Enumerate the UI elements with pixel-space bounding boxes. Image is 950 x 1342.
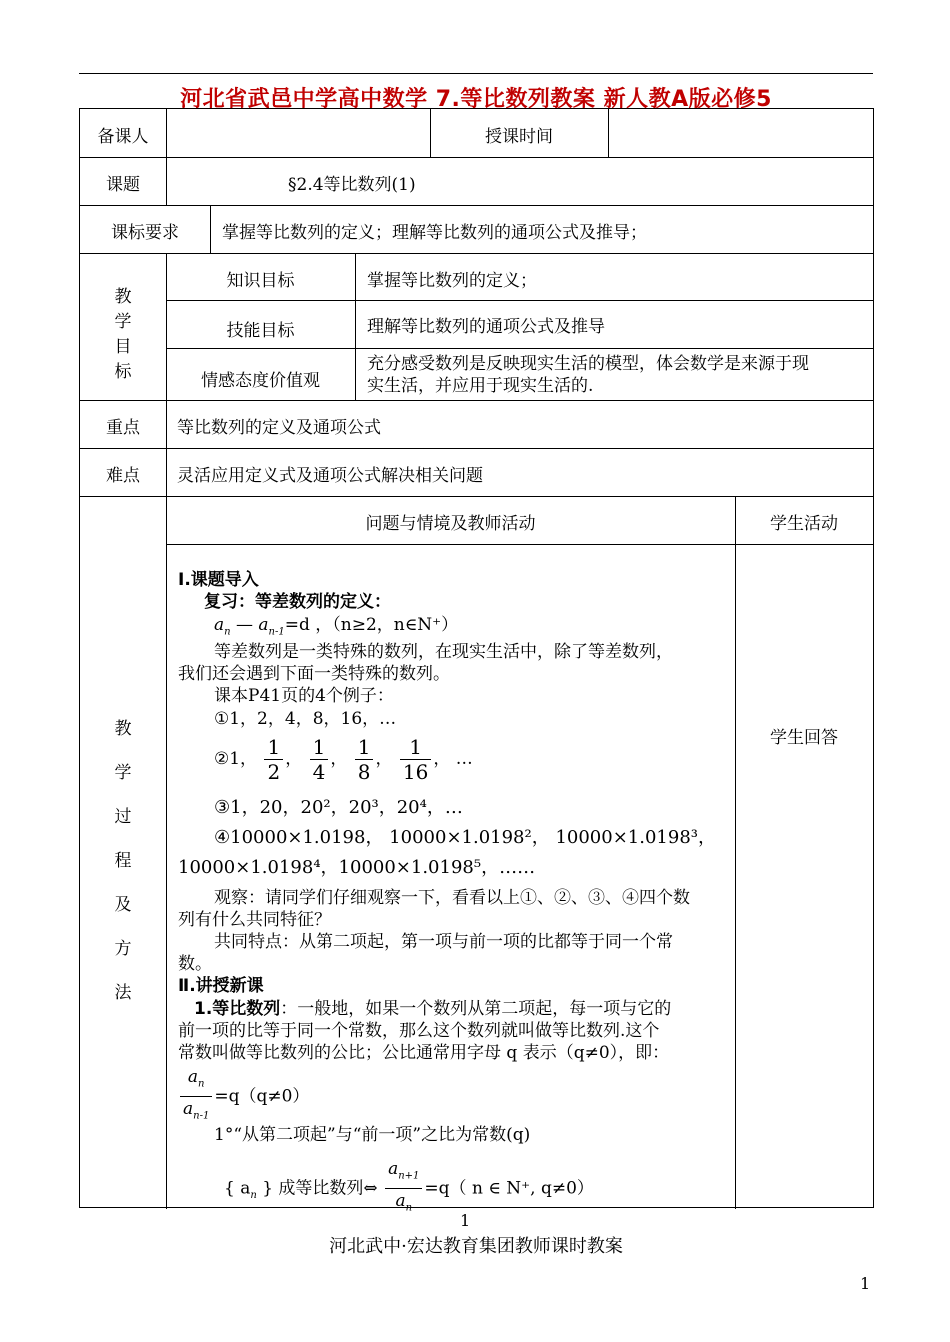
- note-2: { $a_n$ } 成等比数列⇔ $\frac{a_{n+1}}{a_n}$ =q（ n ∈ N⁺, q≠0）: [224, 1159, 594, 1214]
- footer-page-number: 1: [460, 1211, 471, 1230]
- observe-line: 观察：请同学们仔细观察一下，看看以上①、②、③、④四个数: [214, 888, 690, 908]
- example-4-line1: ④10000×1.0198， 10000×1.0198²， 10000×1.0198³，: [214, 827, 716, 848]
- student-activity-header: 学生活动: [770, 514, 838, 534]
- topic-label: 课题: [106, 175, 140, 195]
- note-1: 1°“从第二项起”与“前一项”之比为常数(q): [214, 1125, 531, 1145]
- corner-page-number: 1: [860, 1274, 871, 1293]
- teacher-activity-header: 问题与情境及教师活动: [365, 514, 536, 534]
- difficulty-label: 难点: [106, 466, 140, 486]
- example-2: ②1， $\frac{1}{2}$ ， $\frac{1}{4}$ ， $\frac{1}{8}$ ， $\frac{1}{16}$ ， …: [214, 735, 473, 784]
- lesson-time-label: 授课时间: [485, 127, 553, 147]
- observe-line: 列有什么共同特征？: [178, 910, 331, 930]
- key-point-label: 重点: [106, 418, 140, 438]
- header-rule: [79, 73, 873, 74]
- paragraph-line: 我们还会遇到下面一类特殊的数列。: [178, 664, 450, 684]
- attitude-goal-label: 情感态度价值观: [201, 371, 320, 391]
- student-activity-value: 学生回答: [770, 728, 838, 748]
- process-label: 教 学 过 程 及 方 法: [114, 719, 132, 1003]
- section-intro-title: Ⅰ.课题导入: [178, 570, 259, 590]
- common-feature-line: 共同特点：从第二项起，第一项与前一项的比都等于同一个常: [214, 932, 673, 952]
- standard-value: 掌握等比数列的定义；理解等比数列的通项公式及推导；: [222, 223, 647, 243]
- common-feature-line: 数。: [178, 954, 212, 974]
- knowledge-goal-label: 知识目标: [226, 271, 295, 291]
- difficulty-value: 灵活应用定义式及通项公式解决相关问题: [177, 466, 483, 486]
- definition-line2: 前一项的比等于同一个常数，那么这个数列就叫做等比数列.这个: [178, 1021, 660, 1041]
- skill-goal-label: 技能目标: [226, 321, 295, 341]
- paragraph-line: 课本P41页的4个例子：: [214, 686, 394, 706]
- skill-goal-value: 理解等比数列的通项公式及推导: [367, 317, 605, 337]
- key-point-value: 等比数列的定义及通项公式: [177, 418, 381, 438]
- knowledge-goal-value: 掌握等比数列的定义；: [367, 271, 537, 291]
- topic-value: §2.4等比数列(1): [288, 175, 416, 195]
- review-heading: 复习：等差数列的定义：: [204, 592, 391, 612]
- prep-teacher-label: 备课人: [97, 127, 149, 147]
- definition-line3: 常数叫做等比数列的公比；公比通常用字母 q 表示（q≠0），即：: [178, 1043, 670, 1063]
- standard-label: 课标要求: [111, 223, 179, 243]
- goals-label: 教 学 目 标: [114, 287, 132, 382]
- example-4-line2: 10000×1.0198⁴，10000×1.0198⁵，……: [178, 857, 536, 878]
- page-title: 河北省武邑中学高中数学 7.等比数列教案 新人教A版必修5: [180, 87, 772, 112]
- paragraph-line: 等差数列是一类特殊的数列，在现实生活中，除了等差数列，: [214, 642, 673, 662]
- section-new-lesson-title: Ⅱ.讲授新课: [178, 976, 264, 996]
- arith-definition: $a_n$ — $a_{n-1}=d$ ，（n≥2，n∈N⁺）: [214, 615, 459, 638]
- lesson-plan-table: [79, 108, 874, 1214]
- ratio-formula: $\frac{a_n}{a_{n-1}}$ =q（q≠0）: [178, 1065, 309, 1129]
- definition-line1: 1.等比数列：一般地，如果一个数列从第二项起，每一项与它的: [194, 999, 672, 1019]
- attitude-goal-value: 充分感受数列是反映现实生活的模型，体会数学是来源于现 实生活，并应用于现实生活的.: [367, 354, 809, 396]
- footer-school-text: 河北武中·宏达教育集团教师课时教案: [329, 1236, 623, 1257]
- example-3: ③1，20，20²，20³，20⁴，…: [214, 797, 463, 818]
- example-1: ①1，2，4，8，16，…: [214, 709, 397, 729]
